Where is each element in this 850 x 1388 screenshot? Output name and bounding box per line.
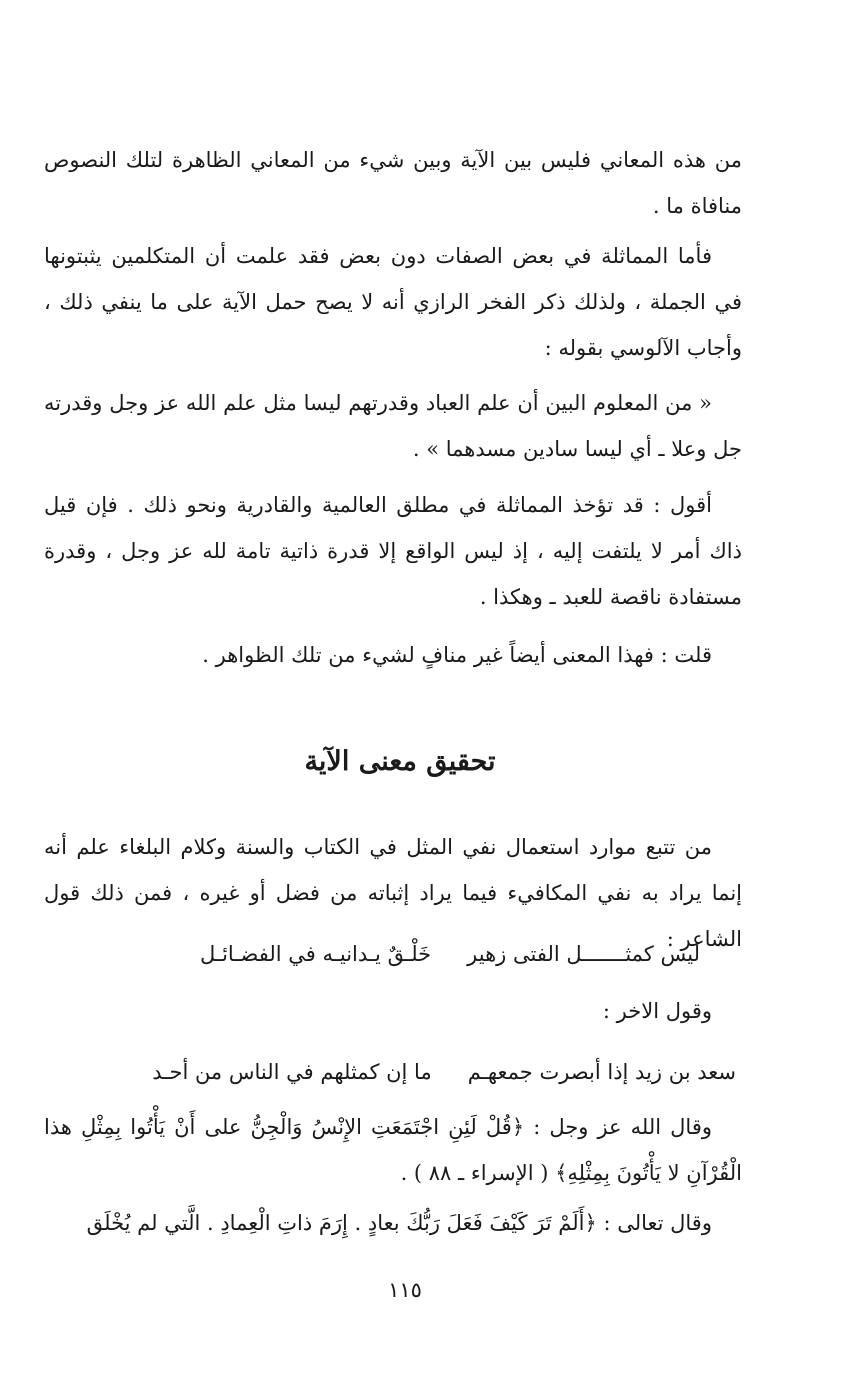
verse-1-first-hemistich: ليس كمثـــــــل الفتى زهير	[467, 942, 700, 966]
poetry-verse-2	[152, 1052, 736, 1092]
paragraph-8: وقال الله عز وجل : ﴿قُلْ لَئِنِ اجْتَمَعَتِ الإِنْسُ وَالْجِنُّ على أَنْ يَأْتُوا بِمِثْلِ هذا الْقُرْآنِ لا يَأْتُونَ بِمِثْلِهِ﴾ ( الإسراء ـ ٨٨ ) .	[44, 1115, 742, 1185]
paragraph-4: أقول : قد تؤخذ المماثلة في مطلق العالمية والقادرية ونحو ذلك . فإن قيل ذاك أمر لا يلتفت إليه ، إذ ليس الواقع إلا قدرة ذاتية تامة لله عز وجل ، وقدرة مستفادة ناقصة للعبد ـ وهكذا .	[44, 493, 742, 609]
verse-1-second-hemistich: خَلْـقٌ يـدانيـه في الفضـائـل	[200, 942, 432, 966]
poetry-verse-1	[200, 934, 700, 974]
paragraph-6: من تتبع موارد استعمال نفي المثل في الكتاب والسنة وكلام البلغاء علم أنه إنما يراد به نفي المكافيء فيما يراد إثباته من فضل أو غيره ، فمن ذلك قول الشاعر :	[44, 835, 742, 951]
page-number: ١١٥	[388, 1278, 422, 1302]
quote-paragraph: « من المعلوم البين أن علم العباد وقدرتهم ليسا مثل علم الله عز وجل وقدرته جل وعلا ـ أي ليسا سادين مسدهما » .	[44, 391, 742, 461]
section-heading: تحقيق معنى الآية	[304, 746, 496, 777]
verse-2-second-hemistich: ما إن كمثلهم في الناس من أحـد	[152, 1060, 432, 1084]
paragraph-7: وقول الاخر :	[602, 999, 712, 1023]
paragraph-5: قلت : فهذا المعنى أيضاً غير منافٍ لشيء من تلك الظواهر .	[202, 643, 712, 667]
paragraph-2: فأما المماثلة في بعض الصفات دون بعض فقد علمت أن المتكلمين يثبتونها في الجملة ، ولذلك ذكر الفخر الرازي أنه لا يصح حمل الآية على ما ينفي ذلك ، وأجاب الآلوسي بقوله :	[44, 244, 742, 360]
paragraph-1: من هذه المعاني فليس بين الآية وبين شيء من المعاني الظاهرة لتلك النصوص منافاة ما .	[44, 148, 742, 218]
verse-2-first-hemistich: سعد بن زيد إذا أبصرت جمعهـم	[467, 1060, 736, 1084]
paragraph-9: وقال تعالى : ﴿أَلَمْ تَرَ كَيْفَ فَعَلَ رَبُّكَ بعادٍ . إِرَمَ ذاتِ الْعِمادِ . الَّتي لم يُخْلَق	[86, 1211, 712, 1235]
